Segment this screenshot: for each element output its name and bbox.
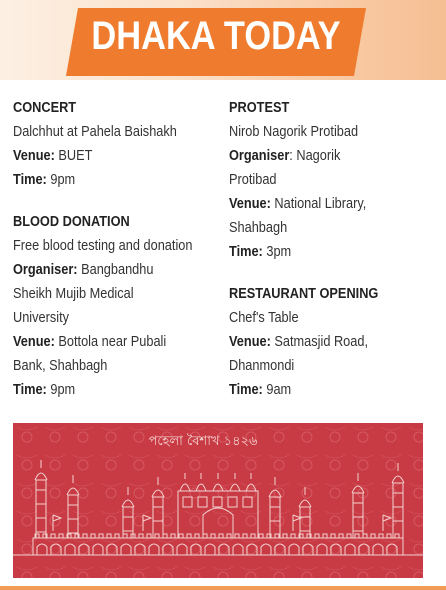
event-field [13,168,193,192]
field-label: Time: [229,244,263,260]
event-description: Nirob Nagorik Protibad [229,124,359,140]
bottom-rule [0,586,446,590]
page-title: DHAKA TODAY [91,14,341,58]
right-column [229,96,434,420]
event-field [229,330,409,354]
fort-illustration-svg [13,423,423,578]
field-value-continued: Protibad [229,172,277,188]
field-value: 9pm [46,382,76,398]
field-label: Time: [229,382,263,398]
event-category: BLOOD DONATION [13,214,130,230]
event-field [13,144,193,168]
illustration-caption: পহেলা বৈশাখ ১৪২৬ [148,434,258,449]
event-description: Free blood testing and donation [13,238,193,254]
event-field [229,192,409,216]
field-label: Venue: [13,148,55,164]
event-block [13,96,218,192]
field-value: BUET [54,148,93,164]
event-description: Dalchhut at Pahela Baishakh [13,124,177,140]
event-description: Chef's Table [229,310,299,326]
field-label: Time: [13,172,47,188]
field-value-continued: Dhanmondi [229,358,295,374]
field-value-continued: Sheikh Mujib Medical [13,286,134,302]
field-value: National Library, [270,196,367,212]
field-value: : Nagorik [289,148,341,164]
pahela-baishakh-illustration [13,423,423,578]
event-block [229,96,434,264]
field-label: Time: [13,382,47,398]
field-label: Organiser: [13,262,78,278]
event-field [229,378,409,402]
field-value: 9am [262,382,292,398]
event-field [13,378,193,402]
field-value-continued: University [13,310,70,326]
field-value: 9pm [46,172,76,188]
field-value: Bangbandhu [77,262,154,278]
event-field [13,330,193,354]
field-value-continued: Bank, Shahbagh [13,358,108,374]
event-category: RESTAURANT OPENING [229,286,379,302]
event-category: CONCERT [13,100,77,116]
left-column [13,96,218,420]
field-label: Organiser [229,148,290,164]
event-block [229,282,434,402]
field-value: Bottola near Pubali [54,334,167,350]
field-value: 3pm [262,244,292,260]
field-label: Venue: [229,196,271,212]
field-label: Venue: [13,334,55,350]
event-block [13,210,218,402]
event-category: PROTEST [229,100,290,116]
field-value-continued: Shahbagh [229,220,288,236]
event-field [229,144,409,168]
field-value: Satmasjid Road, [270,334,369,350]
event-field [229,240,409,264]
event-field [13,258,193,282]
field-label: Venue: [229,334,271,350]
